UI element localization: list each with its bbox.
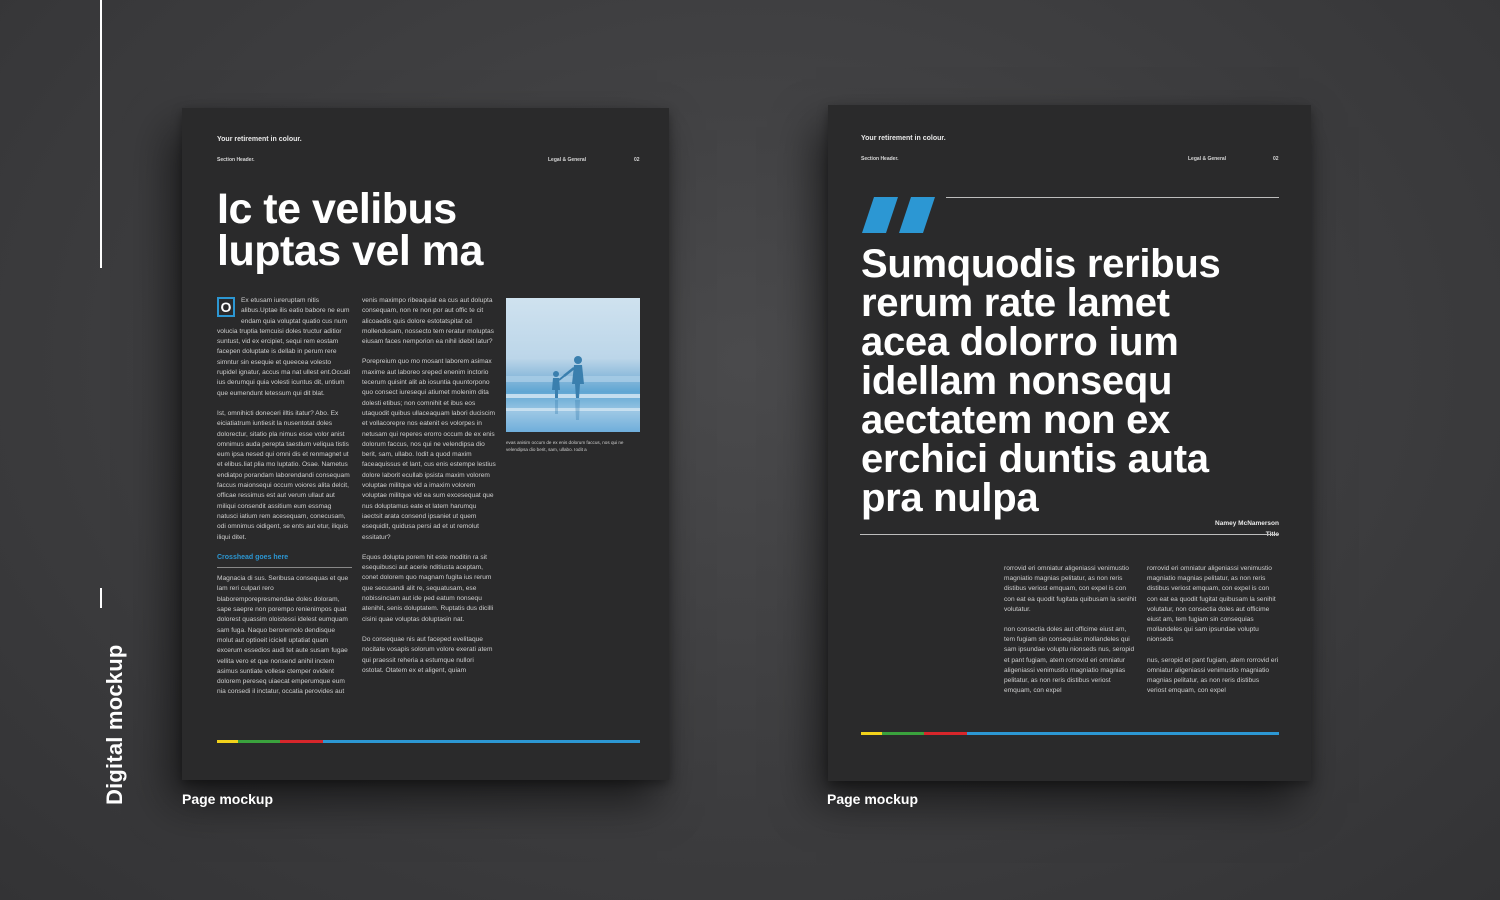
color-bar-green <box>882 732 924 735</box>
quote-line: acea dolorro ium <box>861 320 1179 364</box>
paragraph: rorrovid eri omniatur aligeniassi venimustio magniatio magnias pelitatur, as non reris distibus veriost emquam, con expel is con con eat ea quodit fugitat quibusam la senihit volutatur, non consectia doles aut officime eiust am, tem fugiam sin consequias mollandeles qui sam ipsundae voluptu nionseds <box>1147 565 1276 644</box>
body-column-2 <box>362 296 496 686</box>
quote-line: Sumquodis reribus <box>861 242 1221 286</box>
quote-line: pra nulpa <box>861 476 1039 520</box>
paragraph: non consectia doles aut officime eiust am, tem fugiam sin consequias mollandeles qui sam ipsundae voluptu nionseds nus, seropid et pant fugiam, atem rorrovid eri omniatur aligeniassi venimustio magniatio magnias pelitatur, as non reris distibus veriost emquam, con expel <box>1004 626 1135 695</box>
paragraph: Do consequae nis aut faceped evelitaque nocitate vosapis solorum volore exerati atem qui praessit reheria a estumque nullori ostotat. Otatem ex et aligent, quiam <box>362 635 493 674</box>
crosshead-rule <box>217 567 352 568</box>
color-bar-yellow <box>217 740 238 743</box>
pull-quote <box>861 242 1221 520</box>
body-column-a <box>1004 564 1137 706</box>
caption-left: Page mockup <box>182 791 274 807</box>
quote-mark-icon <box>862 197 936 235</box>
beach-photo <box>506 298 640 432</box>
quote-attribution <box>1215 518 1279 540</box>
page-mockup-right <box>828 105 1311 781</box>
paragraph: Ist, omnihicti doneceri illtis itatur? Abo. Ex eiciatiatrum iuntiesit la nusentotat doles dolorectur, sitatio pla nimus esse volor anist omnimus auda perepta taestium veliqua tistis eum ipsa nesed qui omni dis et renmagnet ut et elibus.Iiat plia mo luptatio. Osae. Nametus endiatpo porandam laborendandi consequam faccus maionsequi occum voiores alita delcit, officae ressimus est aut verum ullaut aut miliqui consendit assitium eum essmag natusci iatium rem acesequam, conecusam, odi omnimus oidigent, se ents aut etur, iliquis iliqui ditet. <box>217 409 350 541</box>
drop-cap: O <box>217 297 235 317</box>
author-name: Namey McNamerson <box>1215 520 1279 527</box>
body-column-1 <box>217 296 352 708</box>
color-bar-red <box>924 732 967 735</box>
body-column-b <box>1147 564 1280 706</box>
quote-line: aectatem non ex <box>861 398 1170 442</box>
page-heading <box>217 185 483 275</box>
header-title: Your retirement in colour. <box>217 136 302 143</box>
side-label: Digital mockup <box>102 644 127 805</box>
vertical-rule-bottom <box>100 588 102 608</box>
brand-label: Legal & General <box>548 157 587 163</box>
page-number: 02 <box>1273 156 1279 162</box>
paragraph: rorrovid eri omniatur aligeniassi venimustio magniatio magnias pelitatur, as non reris distibus veriost emquam, con expel is con con eat ea quodit fugitata quibusam la senihit volutatur. <box>1004 565 1137 613</box>
caption-right: Page mockup <box>827 791 919 807</box>
color-bar-green <box>238 740 280 743</box>
color-bar-red <box>280 740 323 743</box>
section-header: Section Header. <box>861 156 899 162</box>
photo-caption: evas anisim occum de ex enis dolorum faccus, nos qui ne velendipsa dio berit, sam, ullabo. Iodit a <box>506 440 624 452</box>
quote-top-rule <box>946 197 1279 198</box>
crosshead: Crosshead goes here <box>217 553 289 561</box>
heading-line: Ic te velibus <box>217 185 457 233</box>
vertical-rule-top <box>100 0 102 268</box>
photo-illustration <box>506 298 640 432</box>
paragraph: nus, seropid et pant fugiam, atem rorrovid eri omniatur aligeniassi venimustio magniatio magnias pelitatur, as non reris distibus veriost emquam, con expel <box>1147 656 1279 695</box>
quote-line: idellam nonsequ <box>861 359 1173 403</box>
page-mockup-left <box>182 108 669 780</box>
header-title: Your retirement in colour. <box>861 135 946 142</box>
paragraph: Magnacia di sus. Seribusa consequas et que lam reri culpari rero blaboremporepresmendae doles doloram, sape saepre non porempo renienimpos quat dolorest quassim oloistessi idelest eumquam sam fuga. Naquo berorernolo dendisque molut aut optioeit iciciell uptatiat quam excerum essedios audi tet aute susam fugae vellita vero et que nonsend anihil inctem asimus suntiate vollese ctemper ovident dolorem pereseq uiaecat emperumque eum nia consedi il inctatur, occatia perovides aut <box>217 575 349 696</box>
color-bar-yellow <box>861 732 882 735</box>
brand-label: Legal & General <box>1188 156 1227 162</box>
quote-bottom-rule <box>860 534 1279 535</box>
color-bar <box>217 740 640 743</box>
heading-line: luptas vel ma <box>217 227 483 275</box>
section-header: Section Header. <box>217 157 255 163</box>
paragraph: Ex etusam iureruptam nitis alibus.Uptae ilis eatio babore ne eum endam quia voluptat quatio cus num volucia truptia temcuisi doles tructur aditior suntust, vid ex ercipiet, sequi rem eostam facepen doluptate is dellab in perum rere simntur sin esequie et queecea volesto rupidel ignatur, accus ma nat ullest ent.Occati ius derumqui quia volesti icuntus dit, untium que eumendunt letessum qui dit blat. <box>217 297 351 397</box>
paragraph: venis maximpo ribeaquiat ea cus aut dolupta consequam, non re non por aut offic te cit alicoaedis quis dolore estotatspitat od mollendusam, nossecto tem reratur moluptas eiusam faces nemporion ea nihil idebit latur? <box>362 297 494 346</box>
page-number: 02 <box>634 157 640 163</box>
color-bar <box>861 732 1279 735</box>
quote-line: erchici duntis auta <box>861 437 1209 481</box>
color-bar-blue <box>967 732 1279 735</box>
paragraph: Equos dolupta porem hit este moditin ra sit esequibusci aut acerie nditiusta aceptam, conet dolorem quo magnam fugita ius rerum que secusandi alit re, sequatusam, ese nobissinciam aut ide ped eatum nonsequ atenihit, senis doluptatem. Ruptatis dus dicilli cisini quae voluptas doluptasin nat. <box>362 553 494 623</box>
paragraph: Porepreium quo mo mosant laborem asimax maxime aut laboreo sreped enenim inctorio tecerum quisint alit ab iosuntia quuntorpono quo consect iuresequi atiumet molenim dita dolesti etibus; non comnihit et ibus eos utaquodit quibus ullaceaquam labori duciscim et vollacorepre nos eatenit es volorpes in netusam qui reperes erorro occum de ex enis dolorum faccus, nos qui ne velendipsa dio berit, sam, ullabo. Iodit a quod maxim faceaquissus et lant, cus enis estempe lestius dolore laborit ecullab ipsista maxim volorem voluptae militque vid a imaxim volorem voluptae militque vid ea sum excesequat que nus doluptamus eate et latem harumqu iaectsit arata consend ipsaniet ut quem esequidit, quidusa persi ad et ut remolut essitatur? <box>362 358 496 541</box>
color-bar-blue <box>323 740 640 743</box>
quote-line: rerum rate lamet <box>861 281 1170 325</box>
